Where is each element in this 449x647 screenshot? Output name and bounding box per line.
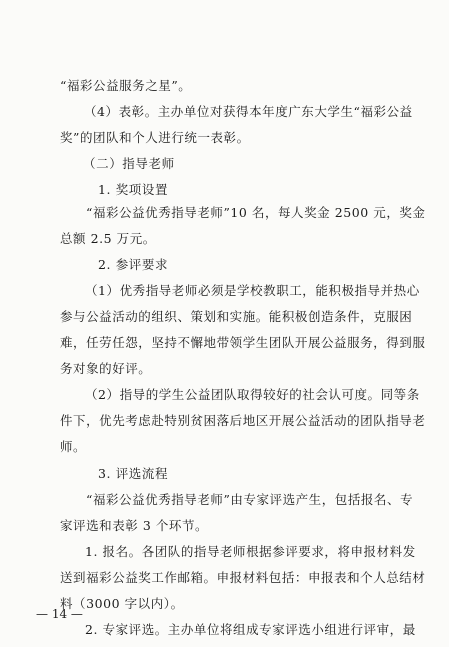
subsection-heading: 1. 奖项设置 xyxy=(98,182,169,197)
text-line: 总额 2.5 万元。 xyxy=(60,231,156,246)
text-line: 奖”的团队和个人进行统一表彰。 xyxy=(60,130,250,145)
text-line: 师。 xyxy=(60,439,87,454)
text-line: 1. 报名。各团队的指导老师根据参评要求，将申报材料发 xyxy=(85,544,416,559)
section-heading: （二）指导老师 xyxy=(83,156,175,171)
text-line: 参与公益活动的组织、策划和实施。能积极创造条件，克服困 xyxy=(60,309,413,324)
text-line: 送到福彩公益奖工作邮箱。申报材料包括：申报表和个人总结材 xyxy=(60,570,426,585)
text-line: 家评选和表彰 3 个环节。 xyxy=(60,518,209,533)
text-line: （2）指导的学生公益团队取得较好的社会认可度。同等条 xyxy=(85,387,420,402)
text-line: “福彩公益优秀指导老师”10 名，每人奖金 2500 元，奖金 xyxy=(86,205,426,220)
text-line: 务对象的好评。 xyxy=(60,361,152,376)
text-line: 件下，优先考虑赴特别贫困落后地区开展公益活动的团队指导老 xyxy=(60,413,426,428)
text-line: 2. 专家评选。主办单位将组成专家评选小组进行评审，最 xyxy=(85,622,416,637)
subsection-heading: 2. 参评要求 xyxy=(98,257,169,272)
text-line: （1）优秀指导老师必须是学校教职工，能积极指导并热心 xyxy=(85,283,420,298)
text-line: “福彩公益优秀指导老师”由专家评选产生，包括报名、专 xyxy=(86,492,414,507)
subsection-heading: 3. 评选流程 xyxy=(98,466,169,481)
text-line: “福彩公益服务之星”。 xyxy=(60,78,192,93)
text-line: （4）表彰。主办单位对获得本年度广东大学生“福彩公益 xyxy=(84,104,413,119)
text-line: 料（3000 字以内）。 xyxy=(60,596,184,611)
page-number: — 14 — xyxy=(36,607,83,621)
text-line: 难，任劳任怨，坚持不懈地带领学生团队开展公益服务，得到服 xyxy=(60,335,426,350)
